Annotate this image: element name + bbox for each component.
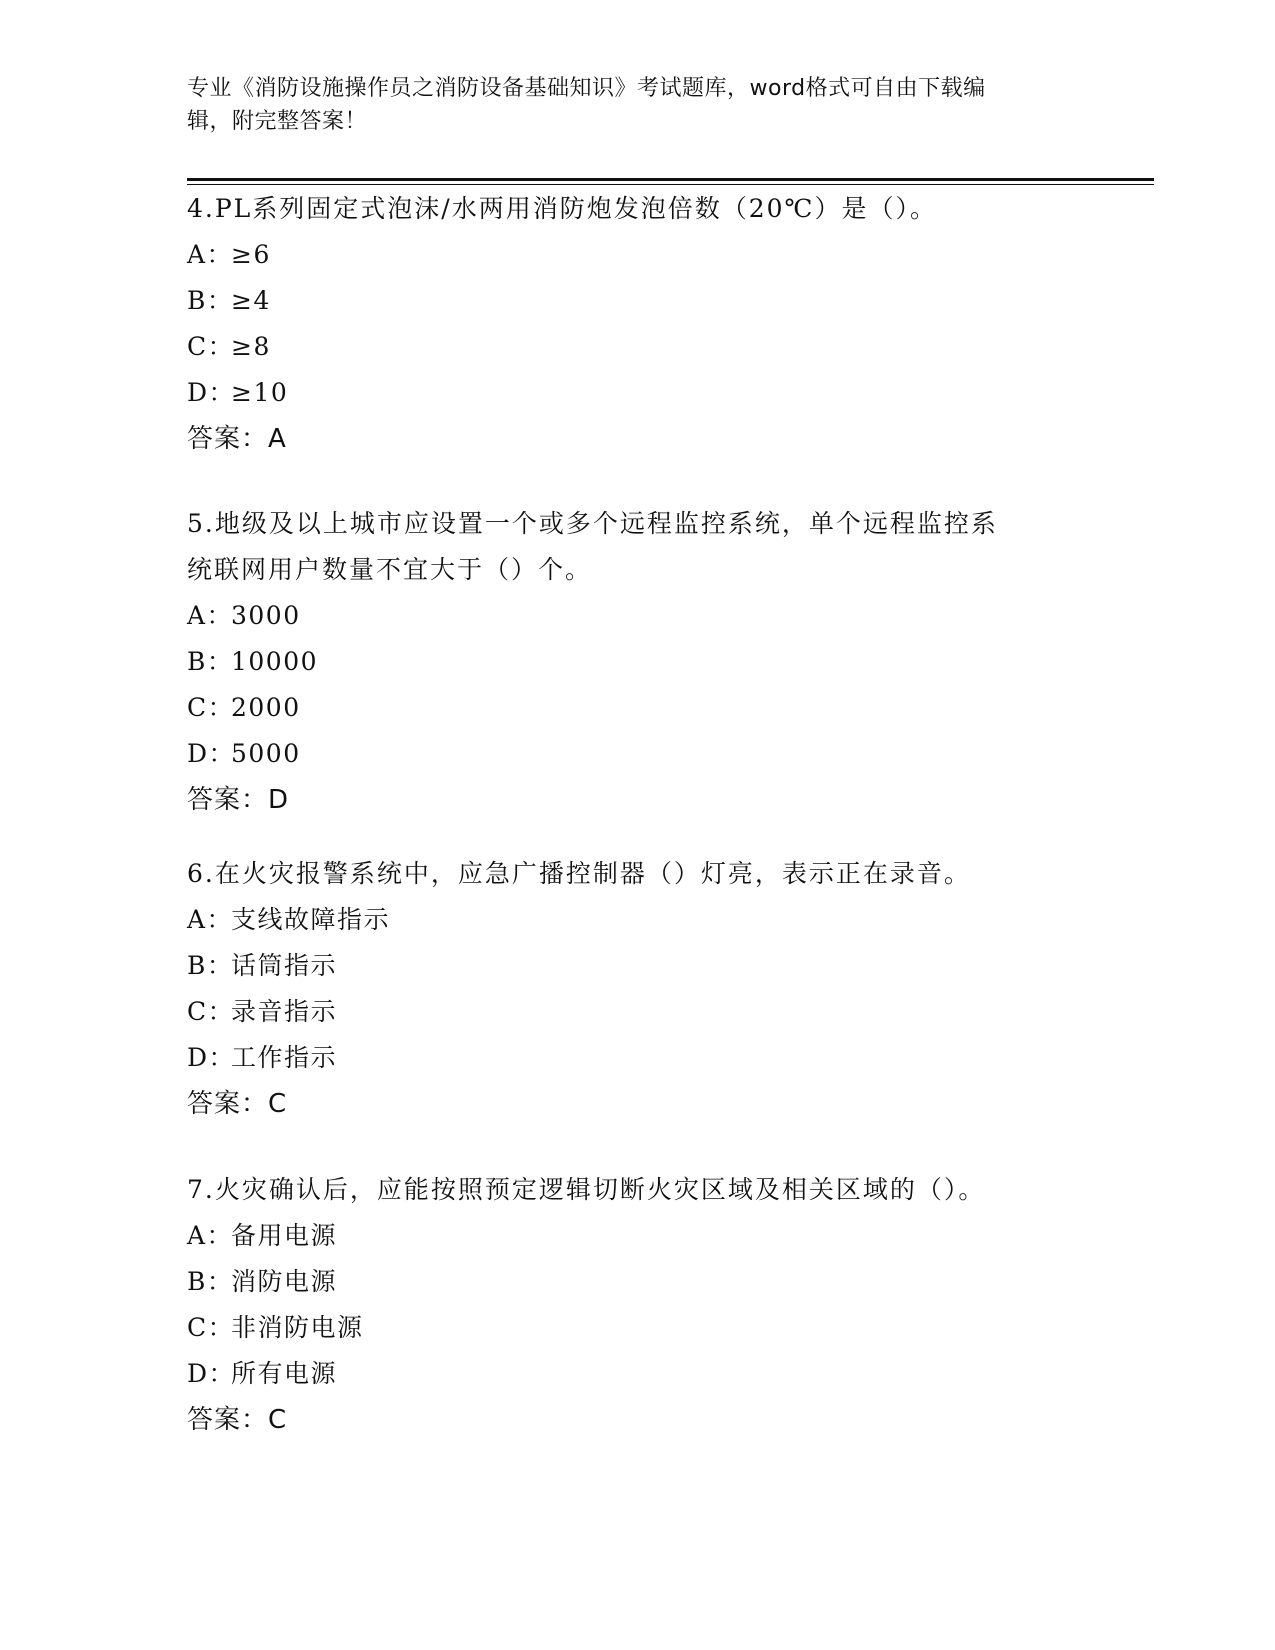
option-c <box>187 324 1087 370</box>
option-letter: D： <box>187 739 236 768</box>
question-stem: 4.PL系列固定式泡沫/水两用消防炮发泡倍数（20℃）是（）。 <box>187 194 937 223</box>
option-d <box>187 1351 1087 1397</box>
option-b <box>187 278 1087 324</box>
question-stem-line-2: 统联网用户数量不宜大于（）个。 <box>187 555 593 584</box>
answer-line: 答案：D <box>187 785 290 815</box>
option-text: ≥10 <box>231 378 289 407</box>
answer-line: 答案：C <box>187 1405 288 1435</box>
option-a <box>187 232 1087 278</box>
option-letter: D： <box>187 1359 236 1388</box>
option-a <box>187 897 1087 943</box>
option-text: 备用电源 <box>231 1221 338 1250</box>
header-line-2: 辑，附完整答案！ <box>187 109 368 134</box>
option-letter: D： <box>187 378 236 407</box>
question-stem-line-1: 5.地级及以上城市应设置一个或多个远程监控系统，单个远程监控系 <box>187 509 998 538</box>
question-7 <box>187 1167 1087 1443</box>
option-d <box>187 1035 1087 1081</box>
option-text: ≥8 <box>231 332 271 361</box>
option-letter: D： <box>187 1043 236 1072</box>
option-letter: B： <box>187 1267 234 1296</box>
document-header <box>187 72 1067 138</box>
option-letter: B： <box>187 286 234 315</box>
option-letter: C： <box>187 693 235 722</box>
option-letter: A： <box>187 1221 234 1250</box>
option-a <box>187 593 1087 639</box>
header-line-1: 专业《消防设施操作员之消防设备基础知识》考试题库，word格式可自由下载编 <box>187 76 986 101</box>
question-stem: 6.在火灾报警系统中，应急广播控制器（）灯亮，表示正在录音。 <box>187 859 971 888</box>
option-text: 话筒指示 <box>231 951 338 980</box>
option-letter: C： <box>187 1313 235 1342</box>
option-a <box>187 1213 1087 1259</box>
header-divider-thick <box>187 178 1154 181</box>
option-text: 非消防电源 <box>231 1313 364 1342</box>
question-5 <box>187 501 1087 823</box>
option-c <box>187 989 1087 1035</box>
option-text: 10000 <box>231 647 319 676</box>
question-6 <box>187 851 1087 1127</box>
option-b <box>187 639 1087 685</box>
option-b <box>187 1259 1087 1305</box>
answer-line: 答案：A <box>187 424 287 454</box>
option-letter: A： <box>187 905 234 934</box>
option-c <box>187 685 1087 731</box>
option-letter: C： <box>187 332 235 361</box>
option-d <box>187 731 1087 777</box>
option-d <box>187 370 1087 416</box>
option-text: 所有电源 <box>231 1359 338 1388</box>
option-text: 5000 <box>231 739 301 768</box>
answer-line: 答案：C <box>187 1089 288 1119</box>
option-text: 录音指示 <box>231 997 338 1026</box>
option-text: 消防电源 <box>231 1267 338 1296</box>
option-letter: A： <box>187 240 234 269</box>
question-4 <box>187 186 1087 462</box>
option-text: ≥4 <box>231 286 271 315</box>
option-letter: B： <box>187 951 234 980</box>
option-text: 3000 <box>231 601 301 630</box>
option-b <box>187 943 1087 989</box>
option-letter: C： <box>187 997 235 1026</box>
option-letter: A： <box>187 601 234 630</box>
option-text: ≥6 <box>231 240 271 269</box>
header-divider-thin <box>187 184 1154 185</box>
option-letter: B： <box>187 647 234 676</box>
option-text: 2000 <box>231 693 301 722</box>
option-text: 支线故障指示 <box>231 905 391 934</box>
option-c <box>187 1305 1087 1351</box>
option-text: 工作指示 <box>231 1043 338 1072</box>
question-stem: 7.火灾确认后，应能按照预定逻辑切断火灾区域及相关区域的（）。 <box>187 1175 986 1204</box>
